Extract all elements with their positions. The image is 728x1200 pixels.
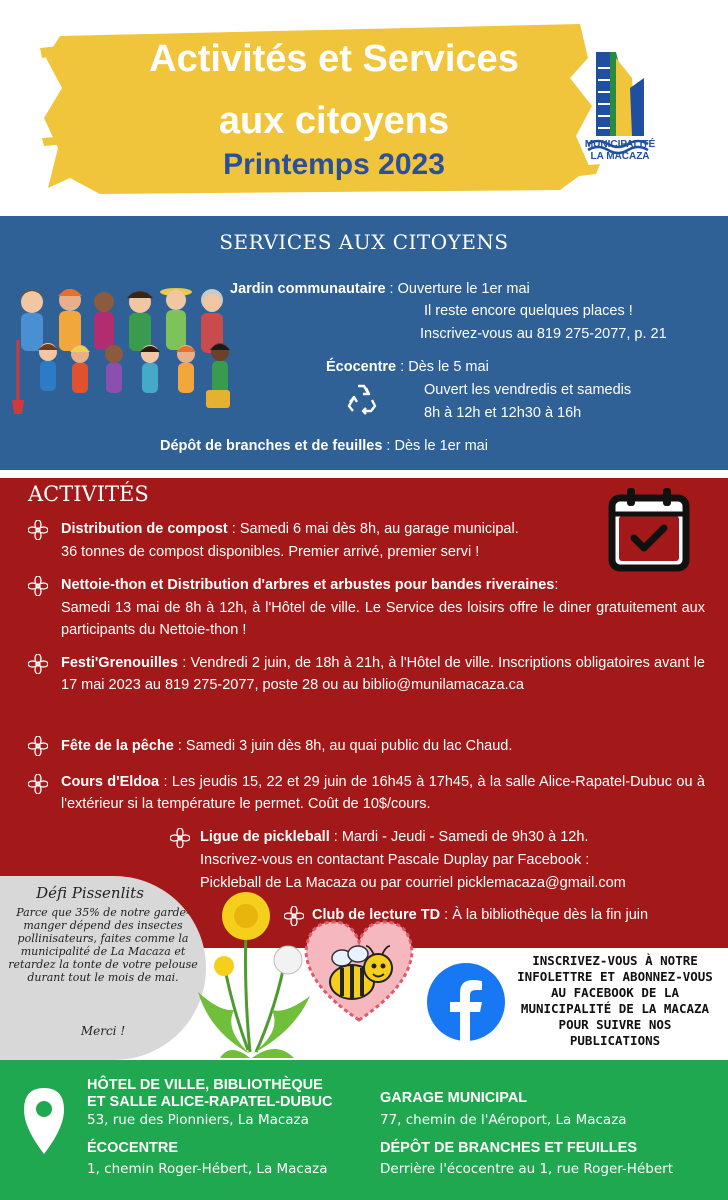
eldoa-label: Cours d'Eldoa [61, 774, 160, 790]
eldoa-text: : Les jeudis 15, 22 et 29 juin de 16h45 à 17h45, à la salle Alice-Rapatel-Dubuc ou à l'extérieur si la température le permet. Coût de 10$/cours. [61, 774, 705, 812]
community-people-illustration [10, 280, 242, 416]
footer-addresses [0, 1060, 728, 1200]
title-line-2: aux citoyens [218, 100, 450, 142]
jardin-line-3: Inscrivez-vous au 819 275-2077, p. 21 [420, 326, 667, 342]
ecocentre-line-3: 8h à 12h et 12h30 à 16h [424, 405, 582, 421]
services-section [0, 216, 728, 470]
flower-bullet-icon [170, 828, 190, 848]
festi-label: Festi'Grenouilles [61, 655, 179, 671]
jardin-label: Jardin communautaire [230, 281, 386, 297]
pickleball-line-3: Pickleball de La Macaza ou par courriel picklemacaza@gmail.com [200, 875, 626, 891]
lecture-text: : À la bibliothèque dès la fin juin [440, 907, 649, 923]
ecocentre-line-2: Ouvert les vendredis et samedis [424, 382, 632, 398]
hotel-title-2: ET SALLE ALICE-RAPATEL-DUBUC [87, 1094, 333, 1110]
jardin-line-1 [230, 278, 530, 300]
compost-line-1 [61, 518, 661, 540]
nettoie-text: Samedi 13 mai de 8h à 12h, à l'Hôtel de ville. Le Service des loisirs offre le diner gratuitement aux participants du Nettoie-thon ! [61, 600, 705, 638]
flower-bullet-icon [28, 736, 48, 756]
defi-pissenlits-circle [0, 876, 206, 1060]
ecocentre-label: Écocentre [326, 359, 397, 375]
festi-text: : Vendredi 2 juin, de 18h à 21h, à l'Hôtel de ville. Inscriptions obligatoires avant le 17 mai 2023 au 819 275-2077, poste 28 ou au biblio@munilamacaza.ca [61, 655, 705, 693]
flower-bullet-icon [28, 520, 48, 540]
hotel-address: 53, rue des Pionniers, La Macaza [87, 1112, 309, 1128]
logo-text-1: MUNICIPALITÉ [584, 139, 656, 150]
nettoie-heading [61, 574, 701, 596]
header [0, 0, 728, 215]
pickleball-line-2: Inscrivez-vous en contactant Pascale Duplay par Facebook : [200, 852, 590, 868]
depot-text: : Dès le 1er mai [382, 438, 488, 454]
pickleball-label: Ligue de pickleball [200, 829, 330, 845]
peche-text: : Samedi 3 juin dès 8h, au quai public du lac Chaud. [173, 738, 513, 754]
lecture-label: Club de lecture TD [312, 907, 441, 923]
location-pin-icon [22, 1086, 66, 1156]
eldoa-item [61, 771, 705, 815]
defi-merci: Merci ! [80, 1024, 126, 1038]
garage-address: 77, chemin de l'Aéroport, La Macaza [380, 1112, 627, 1128]
jardin-text-1: : Ouverture le 1er mai [385, 281, 530, 297]
peche-item [61, 735, 701, 757]
heart-bee-illustration [300, 916, 418, 1026]
ecocentre-title: ÉCOCENTRE [87, 1140, 179, 1156]
garage-title: GARAGE MUNICIPAL [380, 1090, 528, 1106]
pickleball-line-1 [200, 826, 720, 848]
defi-title: Défi Pissenlits [36, 884, 144, 902]
ecocentre-line-1 [326, 356, 489, 378]
ecocentre-address: 1, chemin Roger-Hébert, La Macaza [87, 1161, 328, 1177]
nettoie-label: Nettoie-thon et Distribution d'arbres et arbustes pour bandes riveraines [61, 577, 555, 593]
depot-line [160, 435, 488, 457]
defi-text: Parce que 35% de notre garde-manger dépend des insectes pollinisateurs, faites comme la municipalité de La Macaza et retardez la tonte de votre pelouse durant tout le mois de mai. [8, 906, 198, 984]
flower-bullet-icon [28, 774, 48, 794]
recycle-icon [344, 380, 380, 416]
depot-title: DÉPÔT DE BRANCHES ET FEUILLES [380, 1140, 637, 1156]
compost-label: Distribution de compost [61, 521, 228, 537]
depot-address: Derrière l'écocentre au 1, rue Roger-Hébert [380, 1161, 673, 1177]
facebook-icon[interactable] [426, 962, 506, 1042]
flower-bullet-icon [28, 576, 48, 596]
season-subtitle: Printemps 2023 [223, 148, 445, 181]
festi-item [61, 652, 705, 696]
services-title: SERVICES AUX CITOYENS [219, 230, 509, 254]
compost-text-1: : Samedi 6 mai dès 8h, au garage municipal. [227, 521, 519, 537]
compost-line-2: 36 tonnes de compost disponibles. Premier arrivé, premier servi ! [61, 544, 480, 560]
pickleball-text-1: : Mardi - Jeudi - Samedi de 9h30 à 12h. [329, 829, 589, 845]
logo-text-2: LA MACAZA [590, 151, 650, 162]
activites-title: ACTIVITÉS [28, 482, 149, 506]
ecocentre-text-1: : Dès le 5 mai [396, 359, 489, 375]
flower-bullet-icon [28, 654, 48, 674]
title-line-1: Activités et Services [149, 38, 519, 80]
facebook-callout: INSCRIVEZ-VOUS À NOTRE INFOLETTRE ET ABONNEZ-VOUS AU FACEBOOK DE LA MUNICIPALITÉ DE LA MACAZA POUR SUIVRE NOS PUBLICATIONS [517, 953, 713, 1048]
jardin-line-2: Il reste encore quelques places ! [424, 303, 633, 319]
nettoie-colon: : [554, 577, 559, 593]
peche-label: Fête de la pêche [61, 738, 174, 754]
hotel-title-1: HÔTEL DE VILLE, BIBLIOTHÈQUE [87, 1077, 323, 1093]
depot-label: Dépôt de branches et de feuilles [160, 438, 383, 454]
